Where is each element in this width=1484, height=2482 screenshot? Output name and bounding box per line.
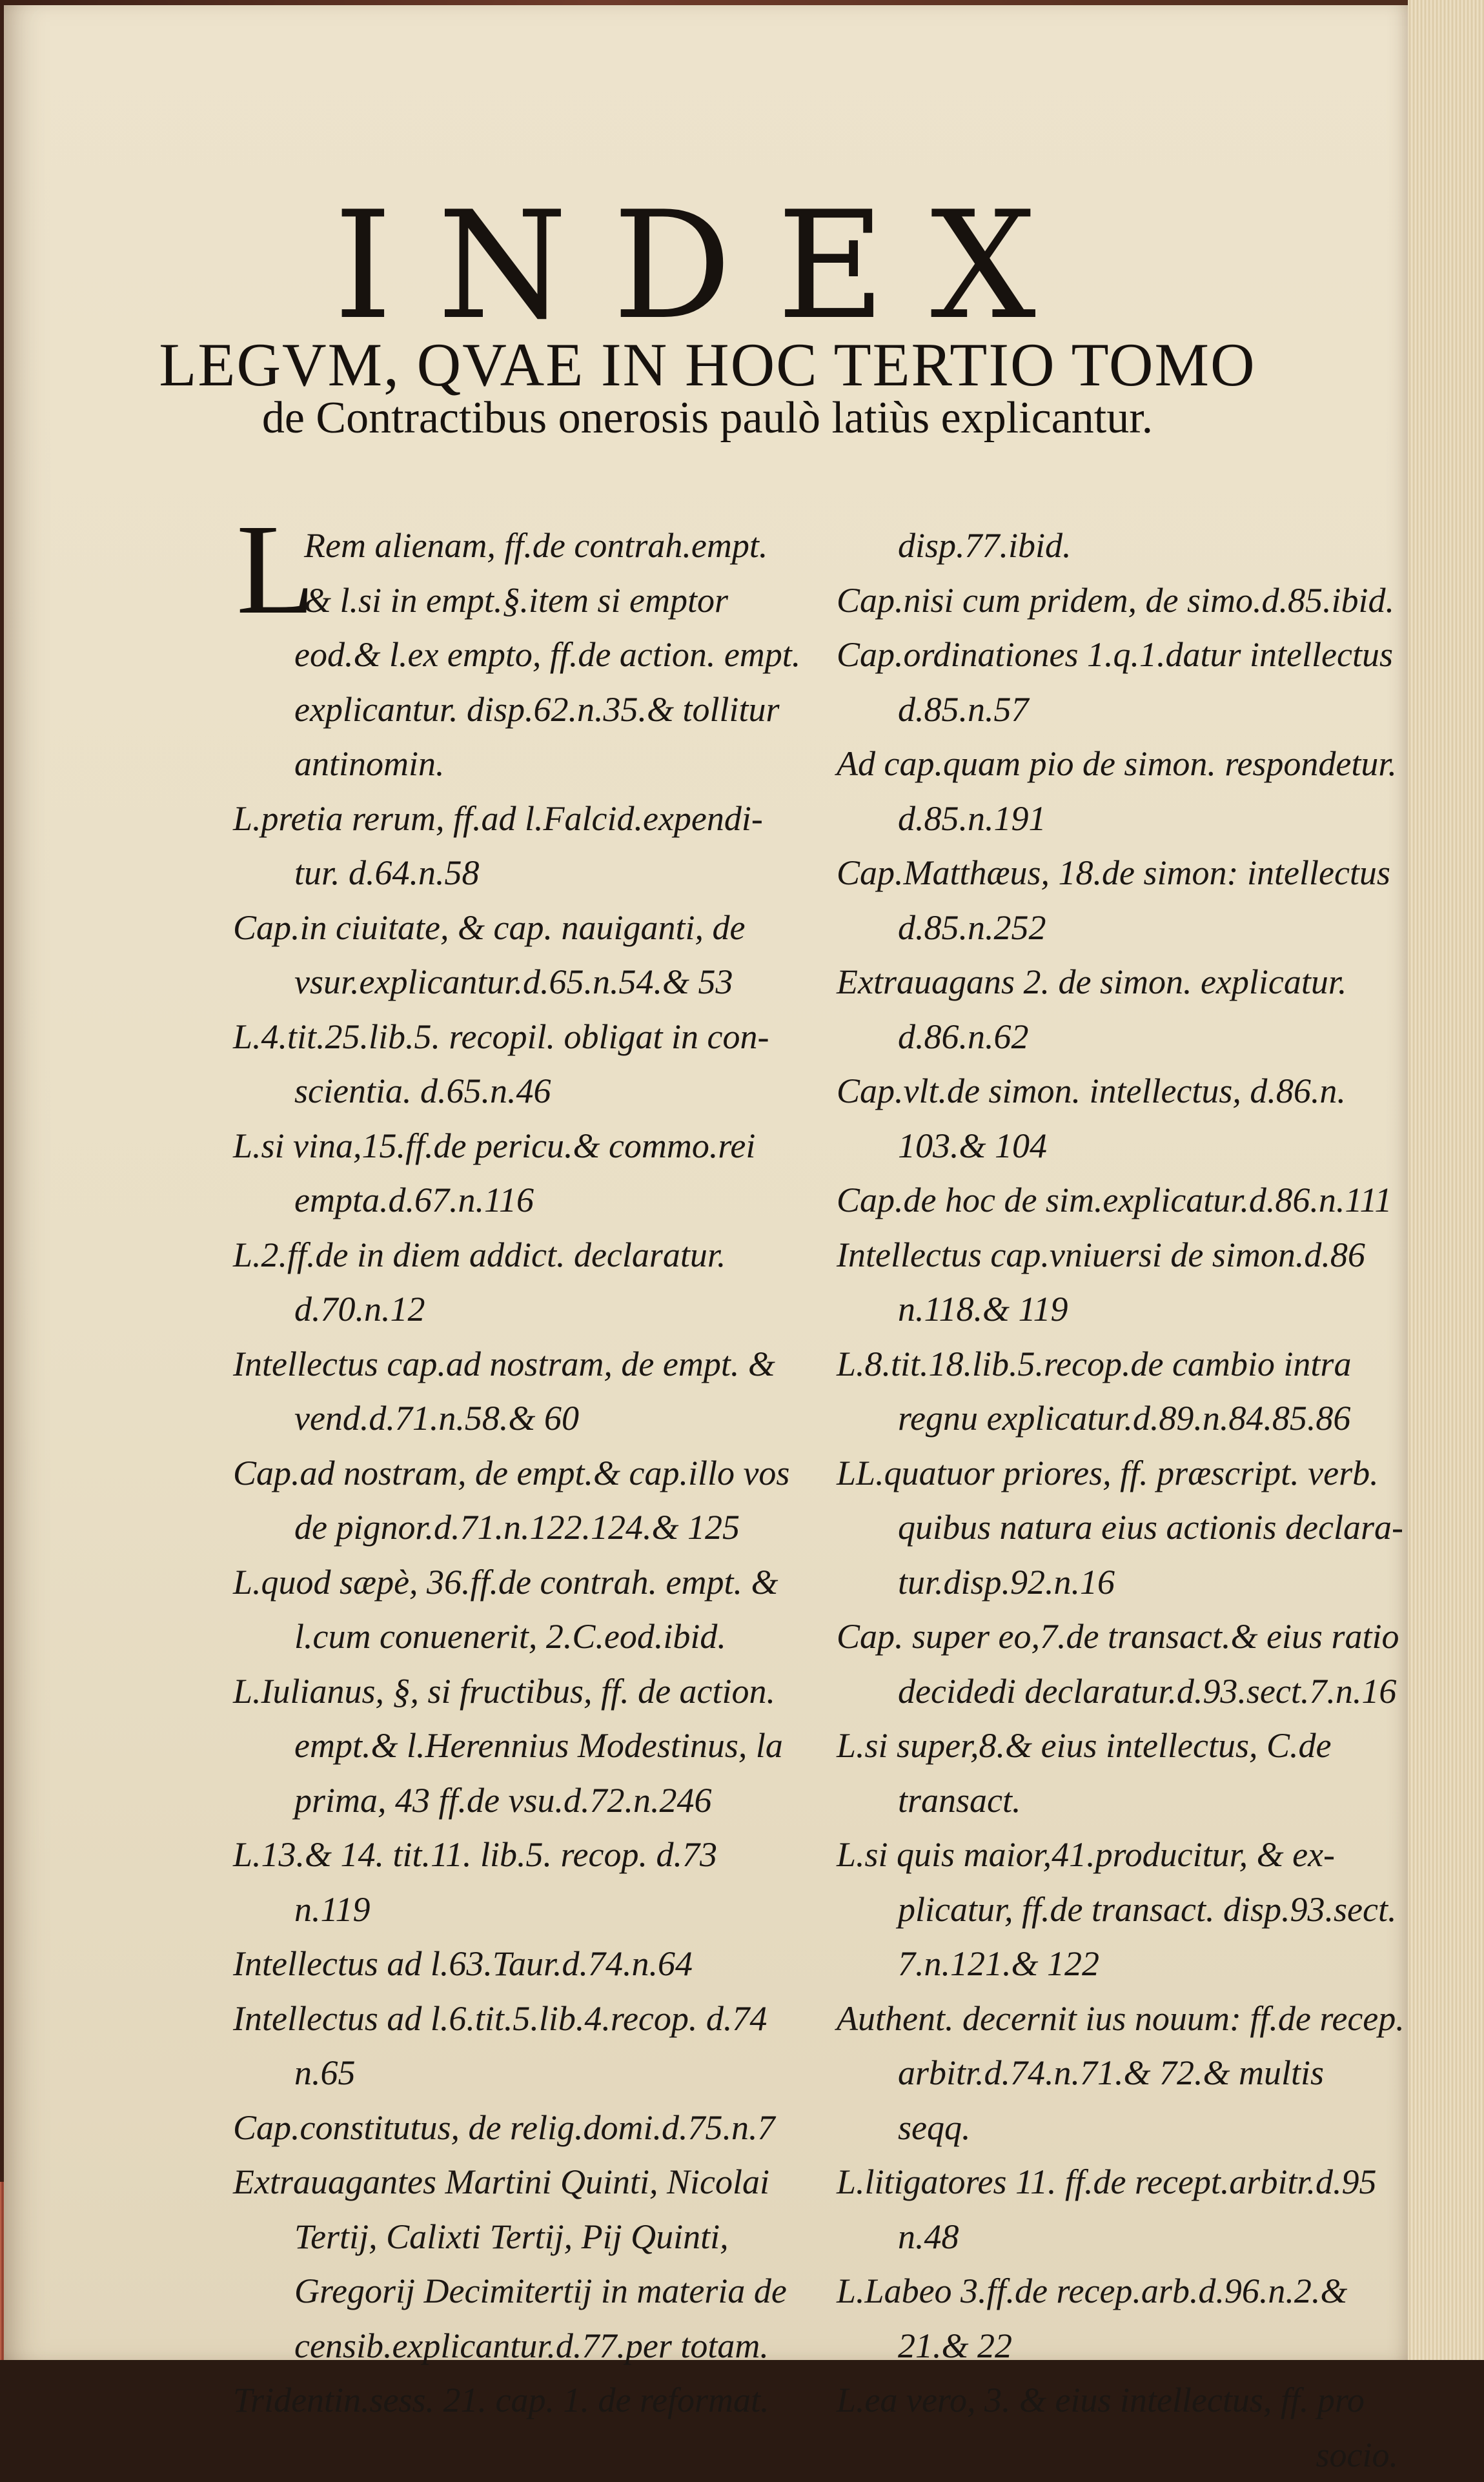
index-entry-line: Cap.vlt.de simon. intellectus, d.86.n.	[837, 1064, 1398, 1119]
index-entry-line: scientia. d.65.n.46	[233, 1064, 843, 1119]
index-entry-line: vsur.explicantur.d.65.n.54.& 53	[233, 955, 843, 1010]
index-entry-line: L.si vina,15.ff.de pericu.& commo.rei	[233, 1119, 843, 1174]
index-entry-line: de pignor.d.71.n.122.124.& 125	[233, 1500, 843, 1555]
index-entry-line: transact.	[837, 1773, 1398, 1828]
index-column-left	[233, 518, 843, 2428]
index-entry-line: L.ea vero, 3. & eius intellectus, ff. pro	[837, 2373, 1398, 2428]
index-entry-line: antinomin.	[233, 737, 843, 791]
index-entry-line: decidedi declaratur.d.93.sect.7.n.16	[837, 1664, 1398, 1719]
index-entry-line: d.85.n.57	[837, 682, 1398, 737]
index-entry-line: censib.explicantur.d.77.per totam.	[233, 2319, 843, 2374]
drop-cap: L	[236, 518, 315, 622]
index-entry-line: Tertij, Calixti Tertij, Pij Quinti,	[233, 2210, 843, 2264]
index-entry-line: L.13.& 14. tit.11. lib.5. recop. d.73	[233, 1827, 843, 1882]
index-entry-line: L.litigatores 11. ff.de recept.arbitr.d.95	[837, 2155, 1398, 2210]
index-entry-line: Cap.ordinationes 1.q.1.datur intellectus	[837, 627, 1398, 682]
index-entry-line: L.quod sæpè, 36.ff.de contrah. empt. &	[233, 1555, 843, 1610]
index-entry-line: tur.disp.92.n.16	[837, 1555, 1398, 1610]
index-entry-line: vend.d.71.n.58.& 60	[233, 1391, 843, 1446]
index-entry-line: plicatur, ff.de transact. disp.93.sect.	[837, 1882, 1398, 1937]
index-entry-line: Ad cap.quam pio de simon. respondetur.	[837, 737, 1398, 791]
index-entry-line: seqq.	[837, 2101, 1398, 2155]
index-entry-line: explicantur. disp.62.n.35.& tollitur	[233, 682, 843, 737]
index-entry-line: Cap.constitutus, de relig.domi.d.75.n.7	[233, 2101, 843, 2155]
index-entry-line: Intellectus ad l.6.tit.5.lib.4.recop. d.74	[233, 1991, 843, 2046]
subtitle-line-1: LEGVM, QVAE IN HOC TERTIO TOMO	[4, 334, 1411, 396]
index-entry-line: Intellectus cap.vniuersi de simon.d.86	[837, 1228, 1398, 1283]
index-entry-line: L.Iulianus, §, si fructibus, ff. de action.	[233, 1664, 843, 1719]
index-entry-line: & l.si in empt.§.item si emptor	[233, 573, 843, 628]
index-entry-line: L.si super,8.& eius intellectus, C.de	[837, 1718, 1398, 1773]
index-entry-line: L.8.tit.18.lib.5.recop.de cambio intra	[837, 1337, 1398, 1392]
index-entry-line: 103.& 104	[837, 1119, 1398, 1174]
index-entry-line: d.70.n.12	[233, 1282, 843, 1337]
index-entry-line: LL.quatuor priores, ff. præscript. verb.	[837, 1446, 1398, 1501]
index-entry-line: Cap. super eo,7.de transact.& eius ratio	[837, 1609, 1398, 1664]
index-entry-line: Tridentin.sess. 21. cap. 1. de reformat.	[233, 2373, 843, 2428]
index-entry-line: prima, 43 ff.de vsu.d.72.n.246	[233, 1773, 843, 1828]
index-page	[4, 5, 1408, 2360]
index-entry-line: arbitr.d.74.n.71.& 72.& multis	[837, 2046, 1398, 2101]
index-entry-line: 21.& 22	[837, 2319, 1398, 2374]
index-entry-line: L.4.tit.25.lib.5. recopil. obligat in con-	[233, 1010, 843, 1064]
index-entry-line: socio.	[837, 2428, 1398, 2482]
index-entry-line: n.118.& 119	[837, 1282, 1398, 1337]
index-entry-line: Gregorij Decimitertij in materia de	[233, 2264, 843, 2319]
index-column-right	[837, 518, 1398, 2482]
index-entry-line: Intellectus ad l.63.Taur.d.74.n.64	[233, 1937, 843, 1991]
index-entry-line: quibus natura eius actionis declara-	[837, 1500, 1398, 1555]
subtitle-line-2: de Contractibus onerosis paulò latiùs explicantur.	[4, 396, 1411, 441]
index-entry-line: disp.77.ibid.	[837, 518, 1398, 573]
index-entry-line: Cap.Matthæus, 18.de simon: intellectus	[837, 846, 1398, 900]
index-entry-line: l.cum conuenerit, 2.C.eod.ibid.	[233, 1609, 843, 1664]
index-entry-line: n.65	[233, 2046, 843, 2101]
index-entry-line: empta.d.67.n.116	[233, 1173, 843, 1228]
index-entry-line: L.2.ff.de in diem addict. declaratur.	[233, 1228, 843, 1283]
page-edges	[1408, 0, 1484, 2360]
index-entry-line: eod.& l.ex empto, ff.de action. empt.	[233, 627, 843, 682]
index-entry-line: 7.n.121.& 122	[837, 1937, 1398, 1991]
index-entry-line: d.86.n.62	[837, 1010, 1398, 1064]
index-entry-line: L.si quis maior,41.producitur, & ex-	[837, 1827, 1398, 1882]
index-entry-line: d.85.n.252	[837, 900, 1398, 955]
index-entry-line: empt.& l.Herennius Modestinus, la	[233, 1718, 843, 1773]
index-entry-line: Rem alienam, ff.de contrah.empt.	[233, 518, 843, 573]
index-entry-line: Cap.nisi cum pridem, de simo.d.85.ibid.	[837, 573, 1398, 628]
page-title: INDEX	[4, 192, 1411, 341]
index-entry-line: n.119	[233, 1882, 843, 1937]
index-entry-line: Cap.in ciuitate, & cap. nauiganti, de	[233, 900, 843, 955]
index-entry-line: Cap.ad nostram, de empt.& cap.illo vos	[233, 1446, 843, 1501]
index-entry-line: Extrauagantes Martini Quinti, Nicolai	[233, 2155, 843, 2210]
index-entry-line: tur. d.64.n.58	[233, 846, 843, 900]
index-entry-line: Intellectus cap.ad nostram, de empt. &	[233, 1337, 843, 1392]
index-entry-line: L.Labeo 3.ff.de recep.arb.d.96.n.2.&	[837, 2264, 1398, 2319]
index-entry-line: Cap.de hoc de sim.explicatur.d.86.n.111	[837, 1173, 1398, 1228]
index-entry-line: d.85.n.191	[837, 791, 1398, 846]
index-entry-line: regnu explicatur.d.89.n.84.85.86	[837, 1391, 1398, 1446]
index-entry-line: L.pretia rerum, ff.ad l.Falcid.expendi-	[233, 791, 843, 846]
index-entry-line: Authent. decernit ius nouum: ff.de recep.	[837, 1991, 1398, 2046]
index-entry-line: n.48	[837, 2210, 1398, 2264]
index-entry-line: Extrauagans 2. de simon. explicatur.	[837, 955, 1398, 1010]
